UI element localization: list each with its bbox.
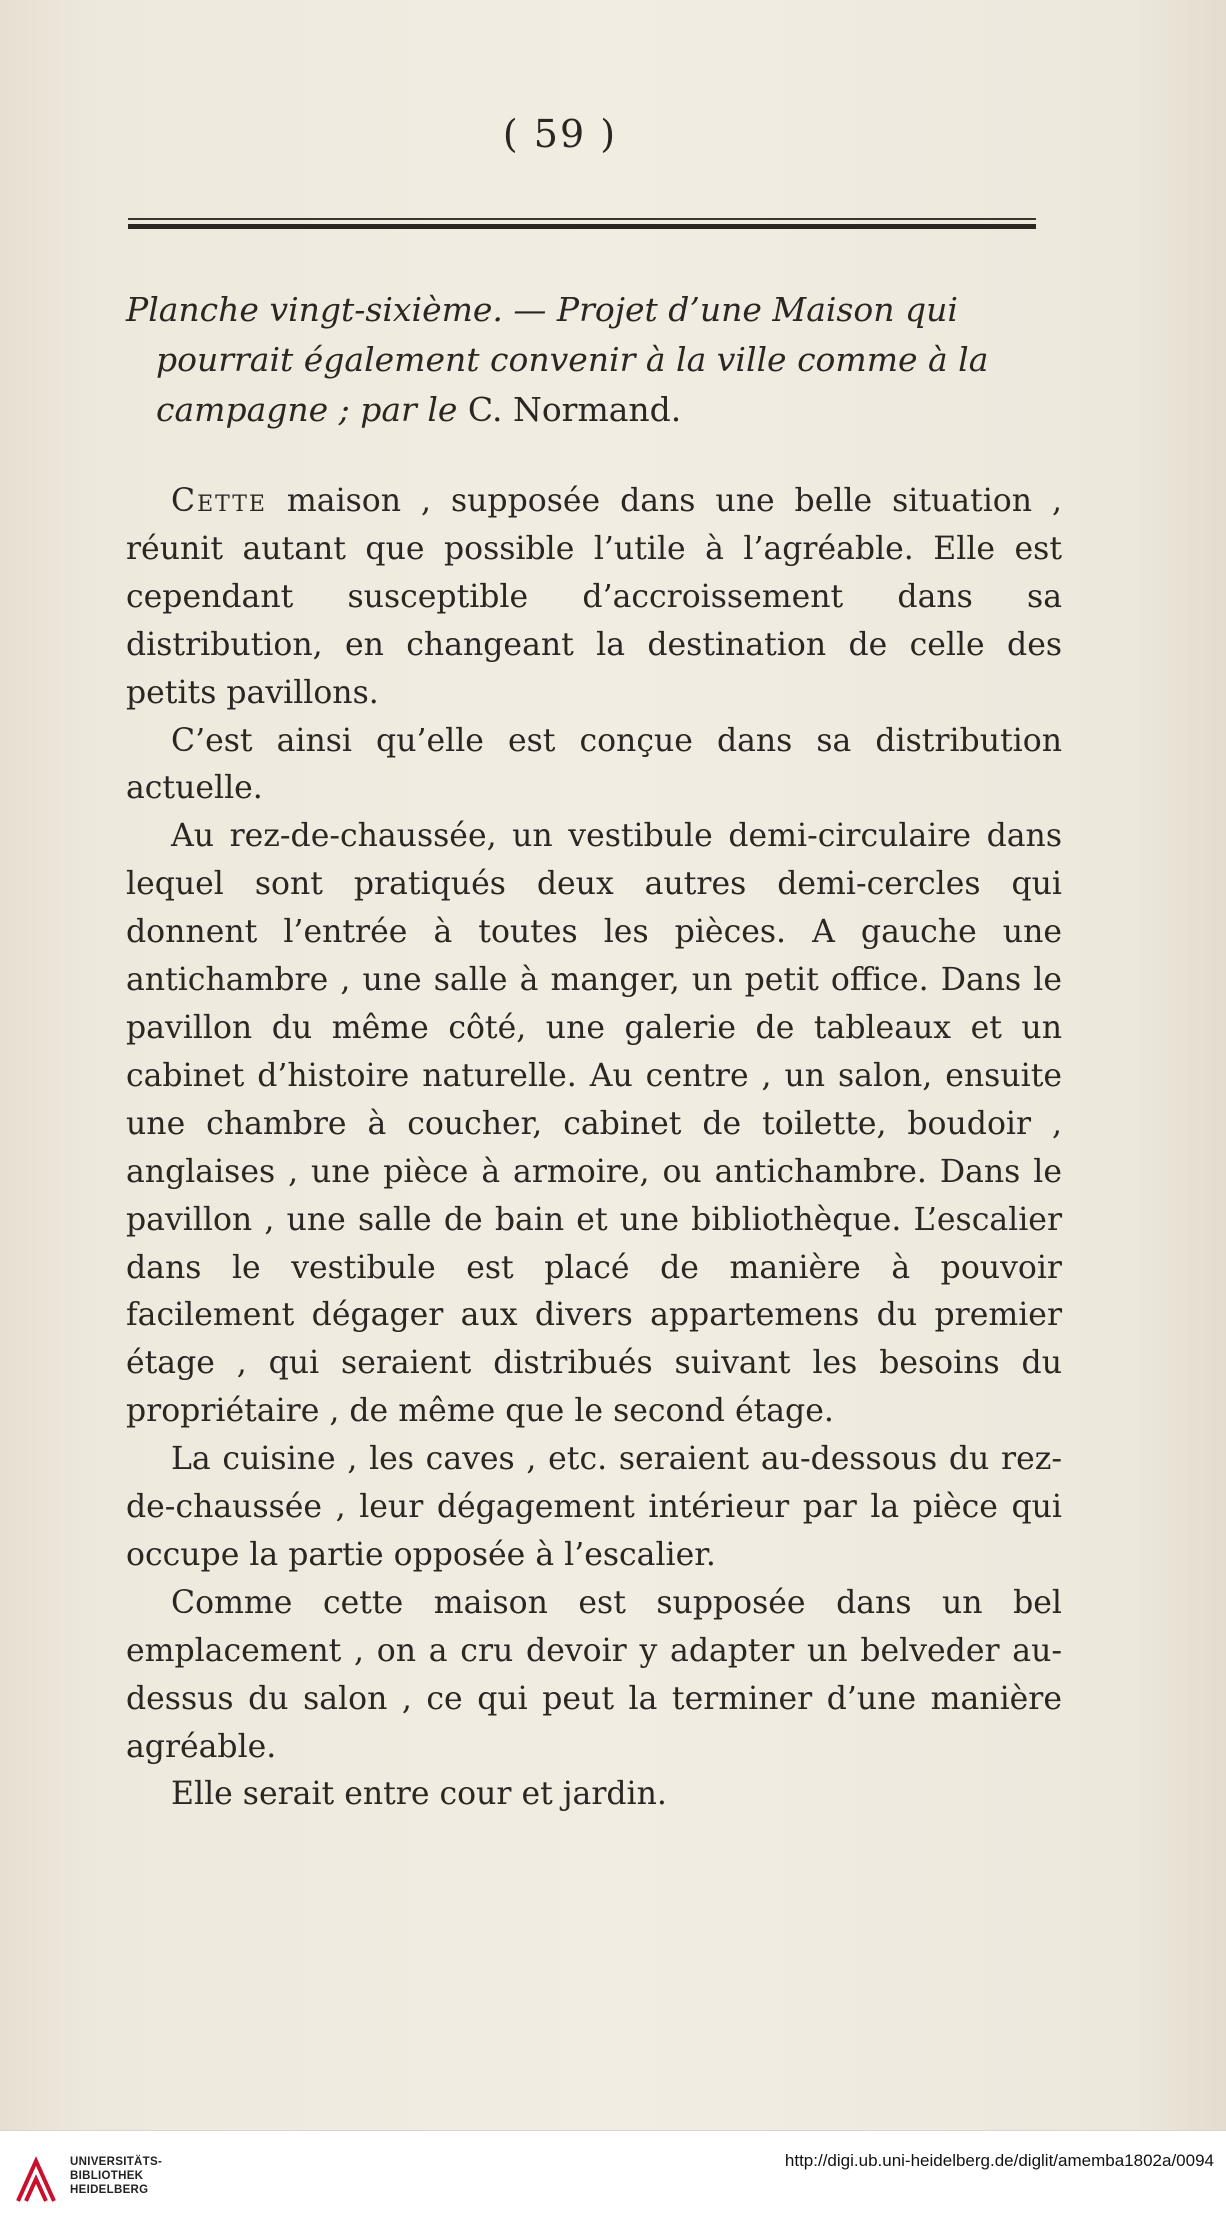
heading-line-3: [126, 385, 1076, 435]
paragraph-1-initial-word: Cette: [171, 483, 267, 519]
paragraph-5: Comme cette maison est supposée dans un bel emplacement , on a cru devoir y adapter un belveder au-dessus du salon , ce qui peut la terminer d’une manière agréable.: [126, 1584, 1062, 1765]
rule-thin-line: [128, 218, 1036, 220]
heading-line-2: pourrait également convenir à la ville comme à la: [156, 340, 989, 379]
library-logo-icon: [14, 2153, 60, 2205]
heading-line-3-italic: campagne ; par le: [156, 390, 468, 429]
rule-thick-line: [128, 224, 1036, 229]
heading-line-1: Planche vingt-sixième. — Projet d’une Maison qui: [126, 290, 958, 329]
library-name-line-2: BIBLIOTHEK: [70, 2170, 144, 2182]
paragraph-3: Au rez-de-chaussée, un vestibule demi-circulaire dans lequel sont pratiqués deux autres demi-cercles qui donnent l’entrée à toutes les pièces. A gauche une antichambre , une salle à manger, un petit office. Dans le pavillon du même côté, une galerie de tableaux et un cabinet d’histoire naturelle. Au centre , un salon, ensuite une chambre à coucher, cabinet de toilette, boudoir , anglaises , une pièce à armoire, ou antichambre. Dans le pavillon , une salle de bain et une bibliothèque. L’escalier dans le vestibule est placé de manière à pouvoir facilement dégager aux divers appartemens du premier étage , qui seraient distribués suivant les besoins du propriétaire , de même que le second étage.: [126, 818, 1062, 1430]
paragraph-1-text: maison , supposée dans une belle situation , réunit autant que possible l’utile à l’agréable. Elle est cependant susceptible d’accroissement dans sa distribution, en changeant la destination de celle des petits pavillons.: [126, 483, 1062, 711]
paragraph-1: [126, 478, 1062, 718]
double-rule-divider: [128, 218, 1036, 232]
library-name-line-1: UNIVERSITÄTS-: [70, 2156, 163, 2168]
paragraph-2: C’est ainsi qu’elle est conçue dans sa distribution actuelle.: [126, 722, 1062, 807]
library-name-line-3: HEIDELBERG: [70, 2184, 149, 2196]
viewer-footer: [0, 2130, 1226, 2222]
heading-author: C. Normand.: [467, 390, 682, 429]
library-name: [70, 2155, 162, 2197]
plate-heading: [126, 285, 1076, 435]
page-number: ( 59 ): [502, 112, 618, 156]
permalink-url[interactable]: http://digi.ub.uni-heidelberg.de/diglit/amemba1802a/0094: [784, 2151, 1214, 2170]
paragraph-6: Elle serait entre cour et jardin.: [171, 1776, 667, 1813]
paragraph-4: La cuisine , les caves , etc. seraient au-dessous du rez-de-chaussée , leur dégagement intérieur par la pièce qui occupe la partie opposée à l’escalier.: [126, 1441, 1062, 1573]
body-text: [126, 478, 1062, 1819]
